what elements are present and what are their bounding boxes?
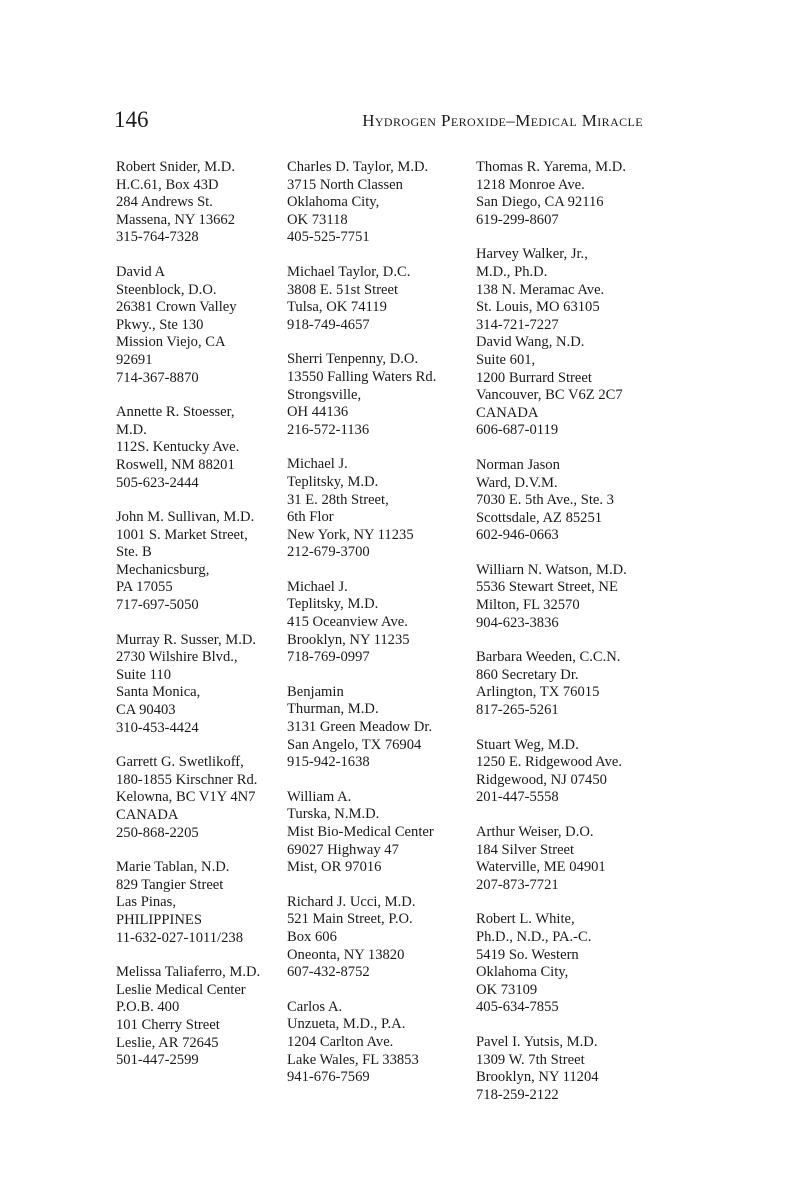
entry-address-line: 184 Silver Street (476, 841, 575, 858)
directory-entry (116, 859, 278, 947)
entry-address-line: 915-942-1638 (287, 754, 370, 771)
entry-address-line: 314-721-7227 (476, 316, 559, 333)
directory-entry (287, 159, 467, 247)
entry-address-line: 138 N. Meramac Ave. (476, 281, 605, 298)
entry-address-line: Ward, D.V.M. (476, 474, 558, 491)
entry-address-line: 860 Secretary Dr. (476, 666, 579, 683)
entry-address-line: 941-676-7569 (287, 1069, 370, 1086)
entry-name-line: Marie Tablan, N.D. (116, 859, 230, 876)
directory-entry (287, 999, 467, 1087)
entry-name-line: Robert Snider, M.D. (116, 159, 235, 175)
entry-address-line: Teplitsky, M.D. (287, 473, 379, 490)
entry-address-line: 7030 E. 5th Ave., Ste. 3 (476, 492, 614, 509)
entry-address-line: M.D. (116, 421, 147, 438)
entry-address-line: 2730 Wilshire Blvd., (116, 649, 238, 666)
entry-address-line: 718-769-0997 (287, 649, 370, 666)
entry-address-line: Unzueta, M.D., P.A. (287, 1016, 406, 1033)
directory-entry (476, 562, 656, 632)
entry-name-line: Arthur Weiser, D.O. (476, 824, 594, 840)
entry-address-line: 31 E. 28th Street, (287, 491, 389, 508)
entry-address-line: 310-453-4424 (116, 719, 199, 736)
entry-address-line: 904-623-3836 (476, 614, 559, 631)
entry-address-line: Oneonta, NY 13820 (287, 946, 405, 963)
entry-address-line: Mist, OR 97016 (287, 859, 382, 876)
entry-address-line: Oklahoma City, (287, 194, 380, 211)
entry-name-line: Michael J. (287, 578, 348, 595)
entry-address-line: Santa Monica, (116, 684, 201, 701)
entry-address-line: 5536 Stewart Street, NE (476, 579, 618, 596)
entry-address-line: Mechanicsburg, (116, 561, 210, 578)
entry-address-line: 101 Cherry Street (116, 1016, 220, 1033)
entry-address-line: 5419 So. Western (476, 946, 579, 963)
entry-name-line: Michael J. (287, 456, 348, 473)
entry-address-line: PHILIPPINES (116, 911, 202, 928)
entry-address-line: San Angelo, TX 76904 (287, 736, 422, 753)
directory-entry (287, 456, 467, 562)
entry-address-line: Waterville, ME 04901 (476, 859, 606, 876)
entry-name-line: William A. (287, 788, 352, 805)
entry-address-line: Teplitsky, M.D. (287, 596, 379, 613)
entry-address-line: Strongsville, (287, 386, 362, 403)
entry-name-line: Williarn N. Watson, M.D. (476, 561, 627, 578)
entry-address-line: OK 73109 (476, 981, 538, 998)
entry-address-line: 918-749-4657 (287, 316, 370, 333)
entry-name-line: Norman Jason (476, 456, 560, 473)
entry-address-line: 817-265-5261 (476, 702, 559, 719)
directory-entry (287, 579, 467, 667)
entry-name-line: Annette R. Stoesser, (116, 404, 235, 421)
entry-address-line: OK 73118 (287, 211, 348, 228)
directory-entry (116, 632, 278, 738)
entry-address-line: 201-447-5558 (476, 789, 559, 806)
directory-entry (116, 754, 278, 842)
entry-address-line: 3715 North Classen (287, 176, 403, 193)
entry-address-line: 505-623-2444 (116, 474, 199, 491)
entry-address-line: 13550 Falling Waters Rd. (287, 368, 437, 385)
entry-address-line: 3131 Green Meadow Dr. (287, 719, 433, 736)
entry-address-line: Scottsdale, AZ 85251 (476, 509, 603, 526)
entry-address-line: 1309 W. 7th Street (476, 1051, 585, 1068)
entry-address-line: 602-946-0663 (476, 527, 559, 544)
directory-entry (476, 649, 656, 719)
entry-name-line: Richard J. Ucci, M.D. (287, 893, 416, 910)
entry-name-line: Murray R. Susser, M.D. (116, 631, 257, 648)
entry-address-line: P.O.B. 400 (116, 999, 180, 1016)
entry-address-line: 1001 S. Market Street, (116, 526, 248, 543)
entry-address-line: 3808 E. 51st Street (287, 281, 399, 298)
running-head: Hydrogen Peroxide–Medical Miracle (362, 111, 643, 130)
directory-entry (287, 351, 467, 439)
entry-address-line: CANADA (476, 404, 539, 421)
entry-address-line: 284 Andrews St. (116, 194, 213, 211)
entry-address-line: 216-572-1136 (287, 421, 370, 438)
entry-name-line: Charles D. Taylor, M.D. (287, 159, 429, 175)
entry-name-line: Michael Taylor, D.C. (287, 263, 411, 280)
entry-address-line: CANADA (116, 807, 179, 823)
entry-name-line: Stuart Weg, M.D. (476, 736, 579, 753)
entry-address-line: Brooklyn, NY 11235 (287, 631, 410, 648)
entry-address-line: OH 44136 (287, 404, 349, 421)
entry-name-line: David A (116, 263, 166, 280)
entry-name-line: Garrett G. Swetlikoff, (116, 754, 244, 771)
entry-address-line: Milton, FL 32570 (476, 597, 580, 614)
entry-address-line: Oklahoma City, (476, 964, 569, 981)
entry-address-line: Ph.D., N.D., PA.-C. (476, 928, 592, 945)
directory-entry (476, 737, 656, 807)
entry-address-line: Mission Viejo, CA (116, 334, 226, 351)
entry-address-line: Suite 601, (476, 351, 536, 368)
entry-address-line: 315-764-7328 (116, 229, 199, 246)
entry-address-line: 180-1855 Kirschner Rd. (116, 771, 258, 788)
entry-address-line: Mist Bio-Medical Center (287, 824, 434, 840)
entry-address-line: Roswell, NM 88201 (116, 456, 235, 473)
entry-name-line: Benjamin (287, 683, 344, 700)
entry-address-line: Kelowna, BC V1Y 4N7 (116, 789, 256, 806)
entry-address-line: CA 90403 (116, 702, 176, 719)
entry-address-line: 718-259-2122 (476, 1086, 559, 1103)
entry-address-line: Ste. B (116, 544, 152, 561)
directory-entry (476, 1034, 656, 1104)
entry-address-line: 11-632-027-1011/238 (116, 929, 244, 946)
entry-address-line: 26381 Crown Valley (116, 299, 237, 316)
directory-entry (116, 509, 278, 615)
entry-address-line: 521 Main Street, P.O. (287, 911, 413, 928)
directory-entry (116, 159, 278, 247)
entry-address-line: New York, NY 11235 (287, 526, 414, 543)
entry-address-line: Vancouver, BC V6Z 2C7 (476, 387, 623, 404)
page-number: 146 (114, 107, 149, 132)
entry-address-line: 405-525-7751 (287, 229, 370, 246)
entry-address-line: 717-697-5050 (116, 597, 199, 614)
directory-entry (476, 824, 656, 894)
entry-address-line: 606-687-0119 (476, 422, 559, 439)
entry-name-line: Thomas R. Yarema, M.D. (476, 159, 626, 175)
entry-address-line: Leslie, AR 72645 (116, 1034, 219, 1051)
entry-address-line: Lake Wales, FL 33853 (287, 1051, 419, 1068)
entry-address-line: Arlington, TX 76015 (476, 684, 600, 701)
entry-name-line: Barbara Weeden, C.C.N. (476, 649, 621, 666)
directory-entry (476, 246, 656, 334)
entry-address-line: 112S. Kentucky Ave. (116, 439, 240, 456)
entry-address-line: 405-634-7855 (476, 999, 559, 1016)
entry-address-line: Pkwy., Ste 130 (116, 316, 204, 333)
entry-address-line: Massena, NY 13662 (116, 211, 236, 228)
directory-entry (116, 404, 278, 492)
directory-entry (287, 894, 467, 982)
entry-address-line: 250-868-2205 (116, 824, 199, 841)
directory-entry (476, 911, 656, 1017)
directory-entry (287, 264, 467, 334)
entry-address-line: 501-447-2599 (116, 1052, 199, 1069)
entry-name-line: Carlos A. (287, 998, 343, 1015)
entry-name-line: Harvey Walker, Jr., (476, 246, 588, 263)
entry-address-line: 1218 Monroe Ave. (476, 176, 585, 193)
entry-address-line: Steenblock, D.O. (116, 281, 217, 298)
directory-entry (476, 457, 656, 545)
entry-address-line: 607-432-8752 (287, 964, 370, 981)
entry-address-line: Brooklyn, NY 11204 (476, 1069, 599, 1086)
entry-address-line: 207-873-7721 (476, 876, 559, 893)
entry-address-line: PA 17055 (116, 579, 173, 596)
entry-name-line: David Wang, N.D. (476, 334, 585, 351)
directory-column-3 (476, 159, 656, 1121)
entry-address-line: 829 Tangier Street (116, 876, 224, 893)
entry-address-line: Suite 110 (116, 666, 171, 683)
directory-column-2 (287, 159, 467, 1104)
entry-address-line: 1200 Burrard Street (476, 369, 592, 386)
entry-address-line: Tulsa, OK 74119 (287, 299, 387, 316)
entry-address-line: 1250 E. Ridgewood Ave. (476, 754, 623, 771)
entry-address-line: Thurman, M.D. (287, 701, 379, 718)
entry-address-line: 1204 Carlton Ave. (287, 1033, 394, 1050)
entry-address-line: 714-367-8870 (116, 369, 199, 386)
directory-entry (476, 334, 656, 440)
entry-name-line: Pavel I. Yutsis, M.D. (476, 1033, 598, 1050)
entry-address-line: 212-679-3700 (287, 544, 370, 561)
entry-address-line: Leslie Medical Center (116, 981, 246, 998)
directory-entry (476, 159, 656, 229)
entry-address-line: Ridgewood, NJ 07450 (476, 771, 607, 788)
entry-address-line: St. Louis, MO 63105 (476, 299, 600, 316)
directory-entry (116, 264, 278, 387)
entry-address-line: Box 606 (287, 928, 337, 945)
entry-address-line: 415 Oceanview Ave. (287, 614, 408, 631)
entry-address-line: 619-299-8607 (476, 211, 559, 228)
entry-address-line: Las Pinas, (116, 894, 176, 911)
directory-entry (116, 964, 278, 1070)
entry-address-line: H.C.61, Box 43D (116, 176, 219, 193)
entry-name-line: John M. Sullivan, M.D. (116, 509, 255, 526)
entry-address-line: San Diego, CA 92116 (476, 194, 604, 211)
entry-address-line: Turska, N.M.D. (287, 806, 380, 823)
entry-name-line: Sherri Tenpenny, D.O. (287, 351, 419, 368)
directory-entry (287, 789, 467, 877)
directory-entry (287, 684, 467, 772)
entry-address-line: 69027 Highway 47 (287, 841, 399, 858)
entry-name-line: Robert L. White, (476, 911, 575, 928)
entry-name-line: Melissa Taliaferro, M.D. (116, 964, 261, 981)
entry-address-line: M.D., Ph.D. (476, 263, 548, 280)
directory-column-1 (116, 159, 278, 1087)
entry-address-line: 92691 (116, 351, 153, 368)
entry-address-line: 6th Flor (287, 509, 334, 526)
